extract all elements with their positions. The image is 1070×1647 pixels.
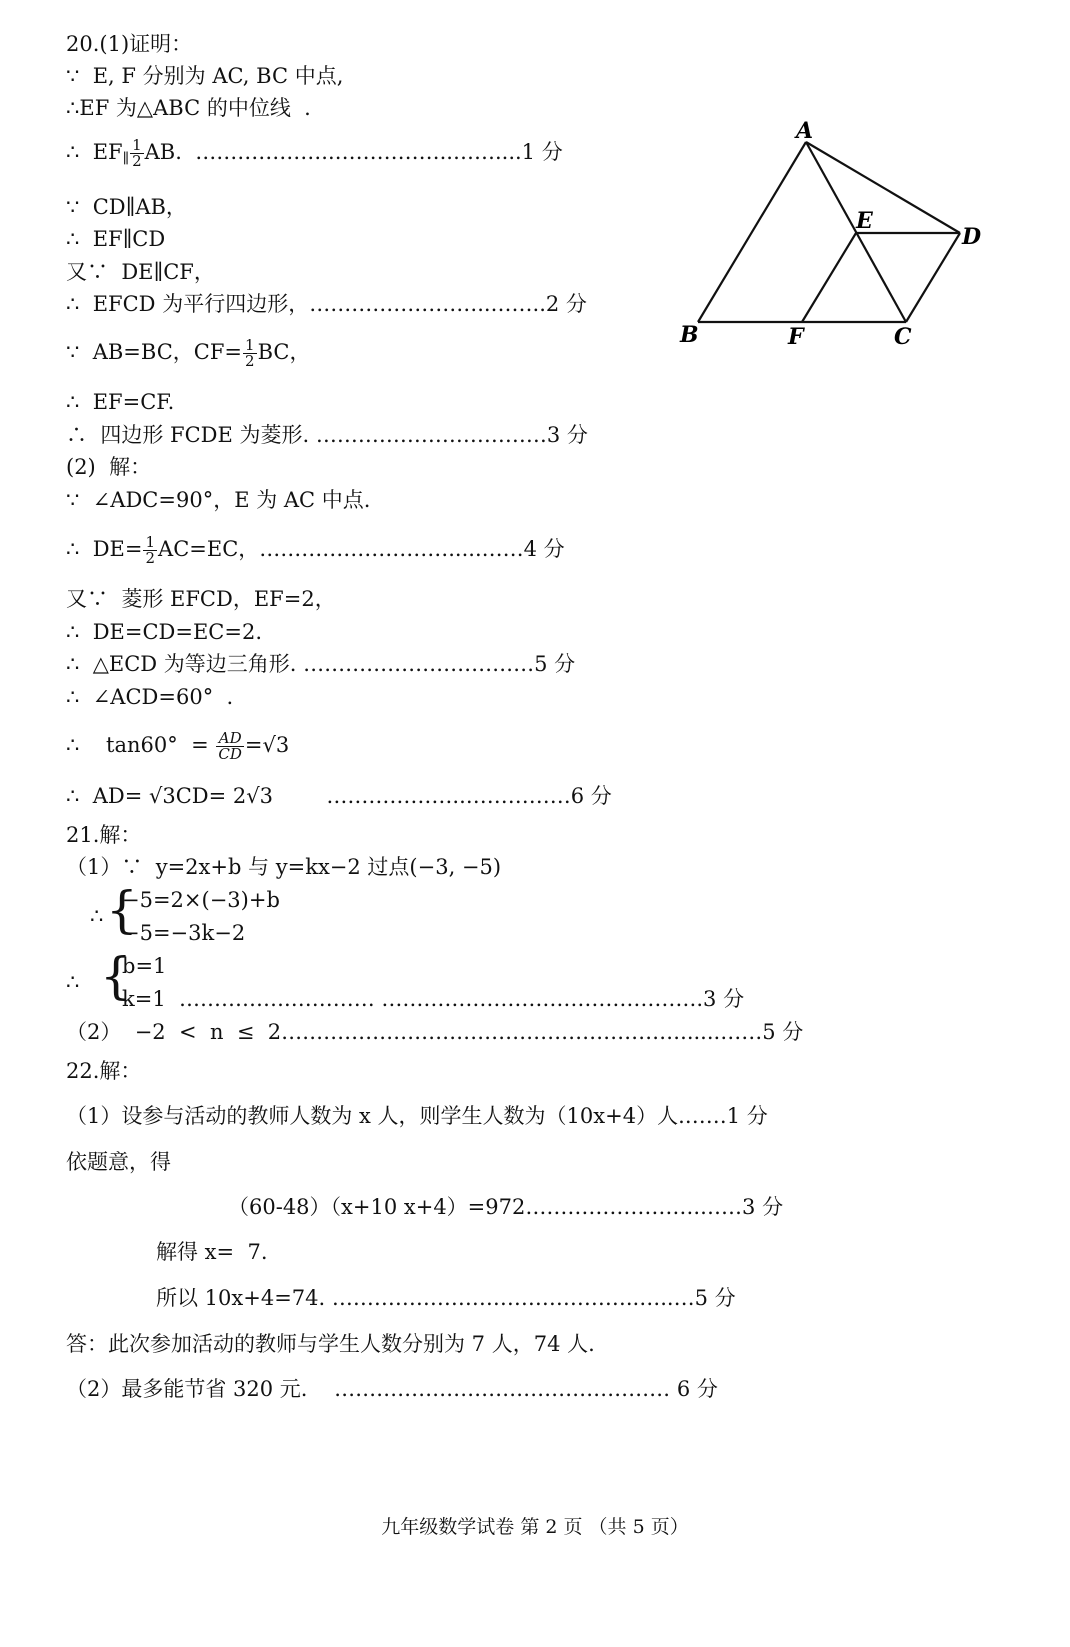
q20-line-12-pre: ∴ DE= — [66, 537, 143, 561]
q22-header: 22.解： — [66, 1059, 142, 1083]
fraction-denominator: 2 — [245, 352, 255, 370]
q20-line-3-pre: ∴ EF — [66, 140, 123, 164]
segment-DC — [906, 233, 960, 322]
q20-line-18: ∴ AD= √3CD= 2√3 ………………..……………6 分 — [66, 784, 612, 808]
q20-line-5: ∴ EF∥CD — [66, 227, 166, 251]
q21-system-2-eq-2: k=1 …………….………… ……………………………………….3 分 — [122, 987, 745, 1011]
fraction-denominator: 2 — [132, 152, 142, 170]
parallel-equal-symbol: ∥ — [122, 151, 130, 167]
q20-line-8-post: BC， — [257, 340, 311, 364]
q20-line-12-post: AC=EC，……………………….....……4 分 — [158, 537, 565, 561]
q20-line-17 — [66, 731, 289, 762]
q21-system-2-eq-1: b=1 — [122, 954, 167, 978]
q20-line-7: ∴ EFCD 为平行四边形，……………………..……..2 分 — [66, 292, 587, 316]
fraction-denominator: 2 — [145, 549, 156, 567]
label-D: D — [962, 224, 982, 250]
q21-therefore-2: ∴ — [66, 970, 80, 994]
page-footer: 九年级数学试卷 第 2 页 （共 5 页） — [381, 1516, 689, 1538]
label-F: F — [788, 324, 804, 350]
q21-header: 21.解： — [66, 823, 142, 847]
segment-AB — [698, 142, 806, 322]
q22-line-5: 所以 10x+4=74. ……………………………………..…..…5 分 — [156, 1286, 736, 1310]
q20-line-17-post: =√3 — [244, 733, 290, 757]
fraction-numerator: 1 — [132, 136, 142, 154]
q20-line-4: ∵ CD∥AB， — [66, 195, 187, 219]
q20-line-9: ∴ EF=CF. — [66, 390, 175, 414]
q21-system-1-eq-2: −5=−3k−2 — [122, 921, 246, 945]
fraction-ad-cd — [216, 731, 244, 762]
q22-answer: 答：此次参加活动的教师与学生人数分别为 7 人，74 人. — [66, 1332, 595, 1356]
q21-therefore: ∴ — [90, 904, 104, 928]
q20-line-13: 又∵ 菱形 EFCD，EF=2， — [66, 587, 336, 611]
label-B: B — [680, 322, 699, 348]
q20-line-16: ∴ ∠ACD=60° . — [66, 685, 234, 709]
fraction-numerator: AD — [216, 731, 244, 747]
q22-line-3: （60-48）（x+10 x+4）=972…………………….……3 分 — [228, 1195, 784, 1219]
q20-line-10: ∴ 四边形 FCDE 为菱形. ……………………………3 分 — [66, 423, 588, 447]
fraction-numerator: 1 — [145, 533, 156, 551]
q20-line-2: ∴EF 为△ABC 的中位线 . — [66, 96, 311, 120]
q22-line-6: （2）最多能节省 320 元. ………………………………………… 6 分 — [66, 1377, 718, 1401]
q20-line-8 — [66, 338, 310, 369]
system-brace-2: { — [100, 947, 132, 1005]
q20-line-11: ∵ ∠ADC=90°，E 为 AC 中点. — [66, 488, 371, 512]
fraction-denominator: CD — [218, 745, 242, 763]
fraction-half — [143, 535, 157, 566]
figure-lines — [698, 142, 960, 322]
q21-line-1: （1）∵ y=2x+b 与 y=kx−2 过点(−3, −5) — [66, 855, 502, 879]
fraction-half — [130, 138, 144, 169]
fraction-numerator: 1 — [245, 336, 255, 354]
q22-line-1: （1）设参与活动的教师人数为 x 人，则学生人数为（10x+4）人.……1 分 — [66, 1104, 768, 1128]
q22-line-2: 依题意，得 — [66, 1150, 171, 1174]
segment-EF — [802, 233, 856, 322]
q20-line-12 — [66, 535, 565, 566]
q20-line-15: ∴ △ECD 为等边三角形. ……………………………5 分 — [66, 652, 576, 676]
geometry-figure — [670, 110, 990, 360]
q20-line-8-pre: ∵ AB=BC，CF= — [66, 340, 243, 364]
q20-header: 20.(1)证明： — [66, 32, 193, 56]
q20-part-2: (2) 解： — [66, 455, 152, 479]
q20-line-14: ∴ DE=CD=EC=2. — [66, 620, 263, 644]
q20-line-1: ∵ E, F 分别为 AC, BC 中点, — [66, 64, 344, 88]
q22-line-4: 解得 x= 7. — [156, 1240, 268, 1264]
segment-AD — [806, 142, 960, 233]
q21-line-2: （2） −2 < n ≤ 2…………………………………………………......……5 分 — [66, 1020, 804, 1044]
label-C: C — [894, 324, 912, 350]
q20-line-6: 又∵ DE∥CF， — [66, 260, 215, 284]
fraction-half — [243, 338, 257, 369]
q20-line-3 — [66, 138, 563, 173]
system-brace-1: { — [106, 881, 138, 939]
label-A: A — [796, 118, 814, 144]
label-E: E — [856, 208, 873, 234]
q20-line-3-mid: AB. ………………..……………..……....1 分 — [144, 140, 563, 164]
q20-line-17-pre: ∴ tan60° = — [66, 733, 209, 757]
q21-system-1-eq-1: −5=2×(−3)+b — [122, 888, 280, 912]
